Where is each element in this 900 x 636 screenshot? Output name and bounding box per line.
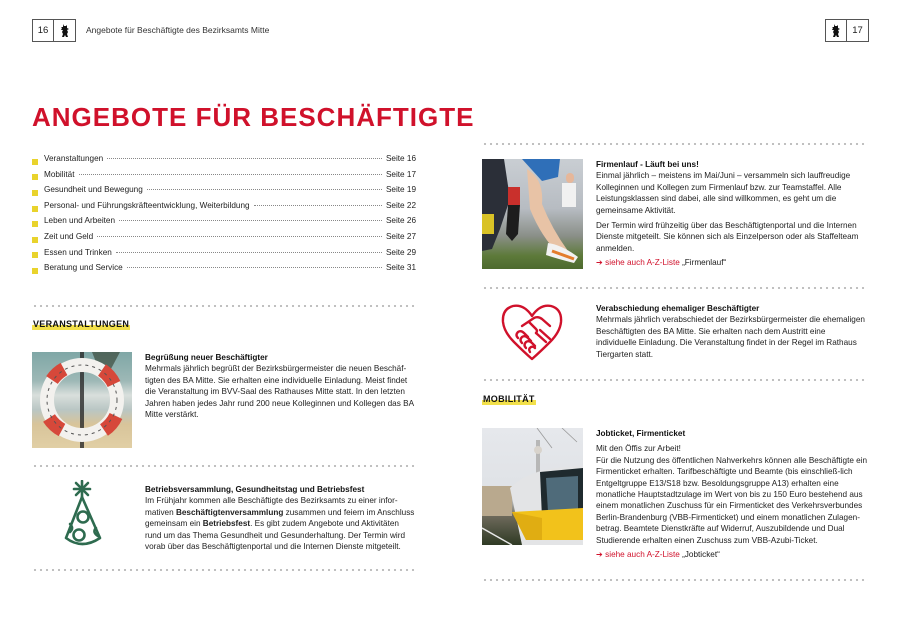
content-block-begruessung [145,352,417,420]
link-text[interactable]: siehe auch A-Z-Liste [605,258,680,268]
block-subtitle: Mit den Öffis zur Arbeit! [596,444,681,454]
dotted-divider [482,579,868,581]
bullet-icon [32,206,38,212]
toc-item[interactable] [32,154,416,170]
block-text: Mehrmals jährlich begrüßt der Bezirksbürgermeister die neuen Beschäf-tigten des BA Mitte. Sie erhalten eine individuelle Einladung. Meist findet die Veranstaltung im BVV-Saal des Rathauses Mitte statt. In den letzten Jahren haben jedes Jahr rund 200 neue Kolleginnen und Kollegen das BA Mitte verstärkt. [145,364,414,420]
page-number-left: 16 [33,20,54,41]
bullet-icon [32,174,38,180]
dotted-divider [482,379,868,381]
toc-label: Beratung und Service [44,263,123,273]
toc-leader [97,236,382,237]
content-block-betriebsversammlung [145,484,417,552]
dotted-divider [482,143,868,145]
link-target: „Jobticket“ [682,550,720,560]
toc-page: Seite 31 [385,263,416,273]
toc-label: Gesundheit und Bewegung [44,185,143,195]
toc-leader [254,205,382,206]
toc-leader [107,158,382,159]
bullet-icon [32,252,38,258]
content-block-verabschiedung [596,303,868,360]
dotted-divider [482,287,868,289]
party-hat-icon [62,480,106,557]
bullet-icon [32,268,38,274]
page-number-box-right [825,19,869,42]
toc-page: Seite 19 [385,185,416,195]
toc-page: Seite 16 [385,154,416,163]
link-text[interactable]: siehe auch A-Z-Liste [605,550,680,560]
link-target: „Firmenlauf“ [682,258,727,268]
dotted-divider [32,569,418,571]
toc-item[interactable] [32,170,416,186]
running-head: Angebote für Beschäftigte des Bezirksamts Mitte [86,25,270,35]
dotted-divider [32,465,418,467]
toc-item[interactable] [32,201,416,217]
toc-item[interactable] [32,248,416,264]
heart-handshake-icon [500,302,564,367]
page-number-box-left [32,19,76,42]
toc-page: Seite 27 [385,231,416,241]
block-title: Begrüßung neuer Beschäftigter [145,353,268,362]
arrow-right-icon: ➔ [596,258,603,268]
toc-page: Seite 22 [385,200,416,210]
toc-leader [147,189,382,190]
table-of-contents [32,154,416,279]
toc-label: Veranstaltungen [44,154,104,163]
toc-leader [119,220,382,221]
block-title: Betriebsversammlung, Gesundheitstag und Betriebsfest [145,485,365,494]
toc-leader [116,252,382,253]
toc-item[interactable] [32,232,416,248]
content-block-jobticket [596,428,868,561]
block-text: Einmal jährlich – meistens im Mai/Juni – versammeln sich lauffreudige Kolleginnen und Kollegen zum Firmenlauf bzw. zur Teamstaffel. Alle Leistungsklassen sind dabei, alle sind willkommen, es geht um die gemeinsame Aktivität. [596,171,851,215]
toc-label: Essen und Trinken [44,247,112,257]
tram-photo [482,428,583,545]
content-block-firmenlauf [596,159,868,269]
section-heading-veranstaltungen: VERANSTALTUNGEN [33,319,130,329]
arrow-right-icon: ➔ [596,550,603,560]
toc-item[interactable] [32,263,416,279]
bold-term: Beschäftigtenversammlung [175,507,284,517]
az-list-link[interactable] [596,549,868,561]
block-title: Jobticket, Firmenticket [596,429,686,438]
berlin-bear-icon [54,20,75,41]
toc-label: Mobilität [44,169,75,179]
block-title: Firmenlauf - Läuft bei uns! [596,160,699,169]
text-segment: Im Frühjahr kommen alle Beschäftigte des Bezirksamts zu einer infor-mativen [145,496,398,517]
runners-photo [482,159,583,269]
page-title: ANGEBOTE FÜR BESCHÄFTIGTE [32,102,475,132]
berlin-bear-icon [826,20,847,41]
toc-item[interactable] [32,216,416,232]
toc-leader [79,174,382,175]
life-ring-photo [32,352,132,448]
text-segment: . Es gibt zudem Angebote und Aktivitäten rund um das Thema Gesundheit und Gesunderhaltung. Der Termin wird vorab über das Beschäftigtenportal und die Internen Dienste mitgeteilt. [145,519,406,552]
toc-page: Seite 29 [385,247,416,257]
text-segment: zusammen und feiern im Anschluss gemeinsam ein [145,507,415,529]
page-number-right: 17 [852,25,863,36]
block-text: Der Termin wird frühzeitig über das Beschäftigtenportal und die Internen Dienste mitgeteilt. Sie können sich als Einzelperson oder als Staffelteam anmelden. [596,221,859,253]
toc-label: Zeit und Geld [44,231,94,241]
block-text: Mehrmals jährlich verabschiedet der Bezirksbürgermeister die ehemaligen Beschäftigten des BA Mitte. Sie erhalten nach dem Austritt eine individuelle Einladung. Die Veranstaltung findet in der Regel im Rathaus Tiergarten statt. [596,315,865,359]
bullet-icon [32,221,38,227]
toc-leader [127,267,382,268]
bullet-icon [32,237,38,243]
block-text [145,495,417,552]
bullet-icon [32,159,38,165]
toc-label: Leben und Arbeiten [44,216,116,226]
dotted-divider [32,305,418,307]
bullet-icon [32,190,38,196]
toc-label: Personal- und Führungskräfteentwicklung, Weiterbildung [44,200,250,210]
toc-page: Seite 17 [385,169,416,179]
block-title: Verabschiedung ehemaliger Beschäftigter [596,304,760,313]
az-list-link[interactable] [596,257,868,269]
bold-term: Betriebsfest [202,519,251,529]
section-heading-mobilitaet: MOBILITÄT [483,394,535,404]
toc-item[interactable] [32,185,416,201]
block-text: Für die Nutzung des öffentlichen Nahverkehrs können alle Beschäftigte ein Firmenticket erhalten. Tarifbeschäftigte und Beamte (bis einschließ-lich Entgeltgruppe E13/S18 bzw. Besoldungsgruppe A13) erhalten eine monatliche Hauptstadtzulage im Wert von bis zu 150 Euro bestehend aus einem monatlichen Zuschuss für ein Firmenticket des Verkehrsverbundes Berlin-Brandenburg (VBB-Firmenticket) und einem monatlichen Zulagen-betrag. Beamtete Dienstkräfte auf Widerruf, Auszubildende und Dual Studierende erhalten einen Zuschuss zum VBB-Azubi-Ticket. [596,455,868,545]
toc-page: Seite 26 [385,216,416,226]
